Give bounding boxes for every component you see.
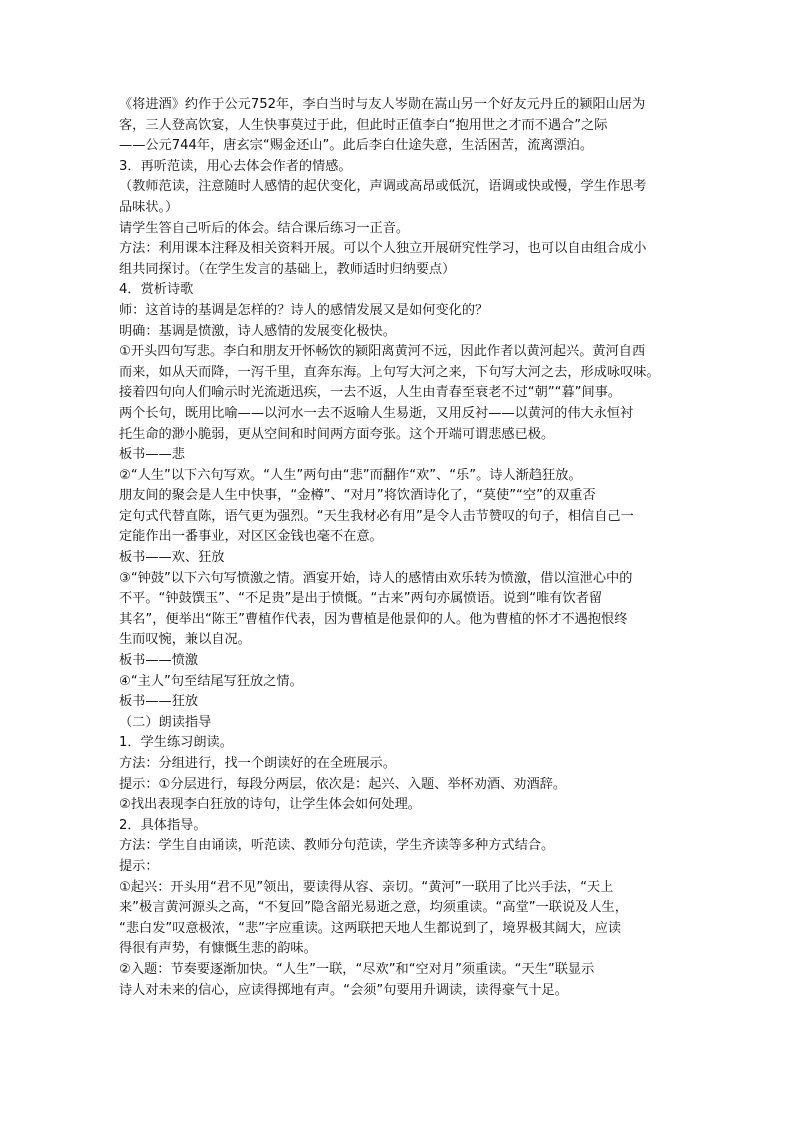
text-line: 明确：基调是愤激，诗人感情的发展变化极快。 (119, 323, 396, 339)
board-note: 板书——悲 (119, 447, 185, 463)
section-heading: 1．学生练习朗读。 (119, 735, 233, 751)
text-line: 其名”，便举出“陈王”曹植作代表，因为曹植是他景仰的人。他为曹植的怀才不遇抱恨终 (119, 611, 628, 627)
text-line: ②找出表现李白狂放的诗句，让学生体会如何处理。 (119, 797, 421, 813)
text-line: 方法：学生自由诵读，听范读、教师分句范读，学生齐读等多种方式结合。 (119, 838, 555, 854)
text-line: 不平。“钟鼓馔玉”、“不足贵”是出于愤慨。“古来”两句亦属愤语。说到“唯有饮者留 (119, 591, 603, 607)
text-line: ③“钟鼓”以下六句写愤激之情。酒宴开始，诗人的感情由欢乐转为愤激，借以渲泄心中的 (119, 570, 633, 586)
text-line: ①开头四句写悲。李白和朋友开怀畅饮的颍阳离黄河不远，因此作者以黄河起兴。黄河自西 (119, 344, 646, 360)
text-line: 诗人对未来的信心，应读得掷地有声。“会须”句要用升调读，读得豪气十足。 (119, 982, 568, 998)
text-line: （教师范读，注意随时人感情的起伏变化，声调或高昂或低沉，语调或快或慢，学生作思考 (119, 179, 647, 195)
board-note: 板书——愤激 (119, 653, 199, 669)
section-heading: 2．具体指导。 (119, 817, 207, 833)
board-note: 板书——狂放 (119, 694, 199, 710)
text-line: 而来，如从天而降，一泻千里，直奔东海。上句写大河之来，下句写大河之去，形成咏叹味。 (119, 364, 660, 380)
text-line: “悲白发”叹意极浓，“悲”字应重读。这两联把天地人生都说到了，境界极其阔大，应读 (119, 920, 622, 936)
section-heading: 4．赏析诗歌 (119, 282, 194, 298)
board-note: 板书——欢、狂放 (119, 550, 225, 566)
text-line: ——公元744年，唐玄宗“赐金还山”。此后李白仕途失意，生活困苦，流离漂泊。 (119, 138, 594, 154)
text-line: 朋友间的聚会是人生中快事，“金樽”、“对月”将饮酒诗化了，“莫使”“空”的双重否 (119, 488, 596, 504)
text-line: 师：这首诗的基调是怎样的？诗人的感情发展又是如何变化的？ (119, 302, 489, 318)
section-heading: （二）朗读指导 (119, 714, 212, 730)
text-line: 生而叹惋，兼以自况。 (119, 632, 251, 648)
text-line: ④“主人”句至结尾写狂放之情。 (119, 673, 303, 689)
text-line: 《将进酒》约作于公元752年，李白当时与友人岑勋在嵩山另一个好友元丹丘的颍阳山居为 (119, 97, 646, 112)
text-line: 定句式代替直陈，语气更为强烈。“天生我材必有用”是令人击节赞叹的句子，相信自己一 (119, 508, 634, 524)
text-line: 接着四句向人们喻示时光流逝迅疾，一去不返，人生由青春至衰老不过“朝”“暮”间事。 (119, 385, 622, 401)
text-line: 托生命的渺小脆弱，更从空间和时间两方面夸张。这个开端可谓悲感已极。 (119, 426, 555, 442)
text-line: ②入题：节奏要逐渐加快。“人生”一联，“尽欢”和“空对月”须重读。“天生”联显示 (119, 961, 595, 977)
text-line: ②“人生”以下六句写欢。“人生”两句由“悲”而翻作“欢”、“乐”。诗人渐趋狂放。 (119, 467, 582, 483)
text-line: 组共同探讨。（在学生发言的基础上，教师适时归纳要点） (119, 261, 456, 277)
document-page (119, 95, 679, 1001)
text-line: 品味状。） (119, 199, 179, 215)
text-line: 方法：利用课本注释及相关资料开展。可以个人独立开展研究性学习，也可以自由组合成小 (119, 241, 647, 257)
text-line: ①起兴：开头用“君不见”领出，要读得从容、亲切。“黄河”一联用了比兴手法，“天上 (119, 879, 614, 895)
text-line: 两个长句，既用比喻——以河水一去不返喻人生易逝，又用反衬——以黄河的伟大永恒衬 (119, 405, 634, 421)
text-line: 客，三人登高饮宴，人生快事莫过于此，但此时正值李白“抱用世之才而不遇合”之际 (119, 117, 608, 133)
section-heading: 3．再听范读，用心去体会作者的情感。 (119, 158, 352, 174)
text-line: 定能作出一番事业，对区区金钱也毫不在意。 (119, 529, 383, 545)
text-line: 来”极言黄河源头之高，“不复回”隐含韶光易逝之意，均须重读。“高堂”一联说及人生， (119, 900, 628, 916)
text-line: 方法：分组进行，找一个朗读好的在全班展示。 (119, 756, 396, 771)
text-line: 提示： (119, 858, 159, 874)
text-line: 提示：①分层进行，每段分两层，依次是：起兴、入题、举杯劝酒、劝酒辞。 (119, 776, 567, 792)
text-line: 请学生答自己听后的体会。结合课后练习一正音。 (119, 220, 410, 236)
text-line: 得很有声势，有慷慨生悲的韵味。 (119, 941, 317, 957)
